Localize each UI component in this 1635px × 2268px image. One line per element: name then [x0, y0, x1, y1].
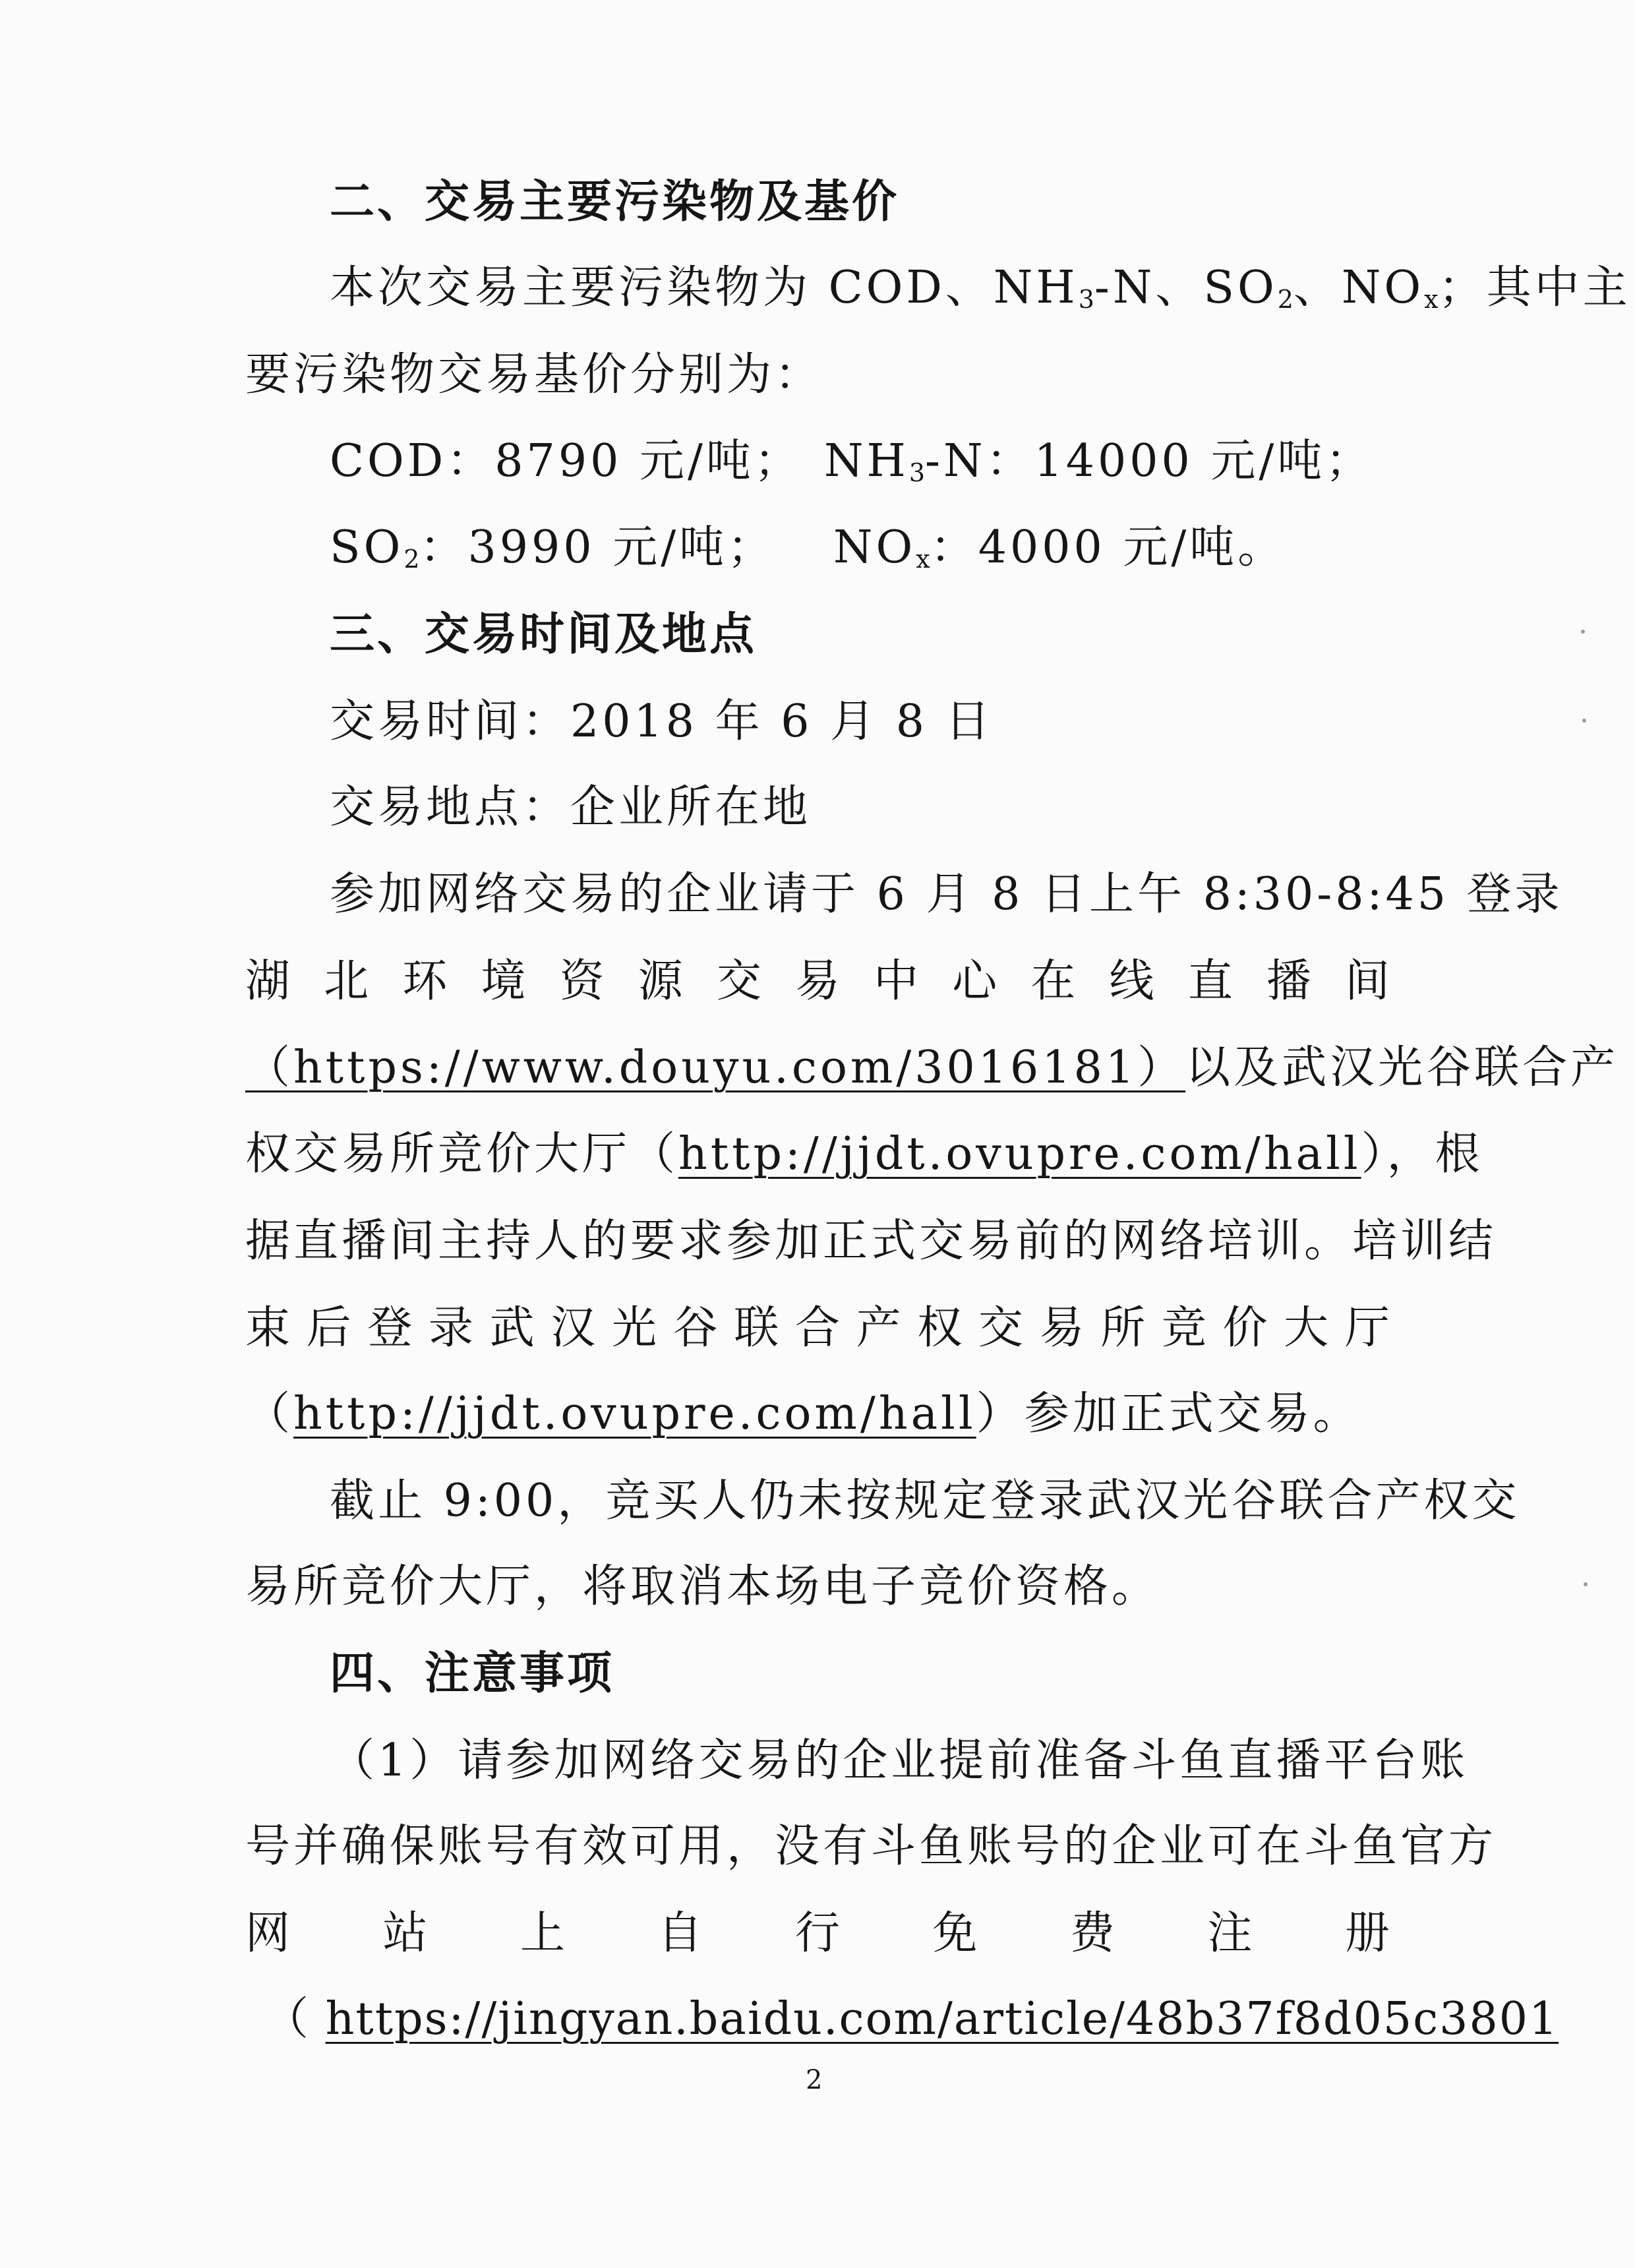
baidu-register-link[interactable]: https://jingyan.baidu.com/article/48b37f8d05c3801 [325, 1993, 1559, 2045]
page-number: 2 [806, 2065, 823, 2095]
notes-item1-line4: （ https://jingyan.baidu.com/article/48b37f8d05c3801 [264, 1993, 1559, 2045]
section-heading-time-place: 三、交易时间及地点 [330, 609, 758, 661]
scan-speck [1582, 719, 1586, 723]
scan-speck [1581, 630, 1585, 634]
para1-line4: 权交易所竞价大厅（http://jjdt.ovupre.com/hall），根 [245, 1128, 1483, 1180]
para1-line7: （http://jjdt.ovupre.com/hall）参加正式交易。 [245, 1388, 1361, 1440]
notes-item1-line1: （1）请参加网络交易的企业提前准备斗鱼直播平台账 [330, 1735, 1469, 1787]
para1-line1: 参加网络交易的企业请于 6 月 8 日上午 8:30-8:45 登录 [330, 868, 1563, 920]
scan-speck [1584, 1582, 1588, 1586]
notes-item1-line3: 网 站 上 自 行 免 费 注 册 [245, 1907, 1390, 1959]
douyu-link[interactable]: （https://www.douyu.com/3016181） [245, 1042, 1186, 1094]
para2-line2: 易所竞价大厅，将取消本场电子竞价资格。 [245, 1561, 1160, 1613]
pollutants-intro-line1: 本次交易主要污染物为 COD、$NH_3-N$、$SO_2$、$NO_x$；其中主 [330, 262, 1631, 314]
trade-place: 交易地点：企业所在地 [330, 781, 812, 833]
price-nh3n: $NH_3-N$：14000 元/吨； [824, 435, 1374, 487]
price-so2: $SO_2$：3990 元/吨； [330, 522, 776, 574]
para1-line6: 束 后 登 录 武 汉 光 谷 联 合 产 权 交 易 所 竞 价 大 厅 [245, 1302, 1390, 1354]
price-nox: $NO_x$：4000 元/吨。 [833, 522, 1286, 574]
price-cod: COD：8790 元/吨； [330, 435, 802, 487]
pollutants-intro-line2: 要污染物交易基价分别为： [245, 349, 823, 401]
bidding-hall-link-1[interactable]: http://jjdt.ovupre.com/hall [678, 1128, 1361, 1180]
para1-line3: （https://www.douyu.com/3016181）以及武汉光谷联合产 [245, 1042, 1619, 1094]
para1-line2: 湖 北 环 境 资 源 交 易 中 心 在 线 直 播 间 [245, 955, 1390, 1007]
section-heading-notes: 四、注意事项 [330, 1648, 615, 1700]
notes-item1-line2: 号并确保账号有效可用，没有斗鱼账号的企业可在斗鱼官方 [245, 1820, 1497, 1872]
para1-line5: 据直播间主持人的要求参加正式交易前的网络培训。培训结 [245, 1215, 1497, 1267]
trade-time: 交易时间：2018 年 6 月 8 日 [330, 696, 994, 748]
para2-line1: 截止 9:00，竞买人仍未按规定登录武汉光谷联合产权交 [330, 1475, 1520, 1527]
section-heading-pollutants: 二、交易主要污染物及基价 [330, 176, 900, 228]
bidding-hall-link-2[interactable]: http://jjdt.ovupre.com/hall [293, 1388, 976, 1440]
